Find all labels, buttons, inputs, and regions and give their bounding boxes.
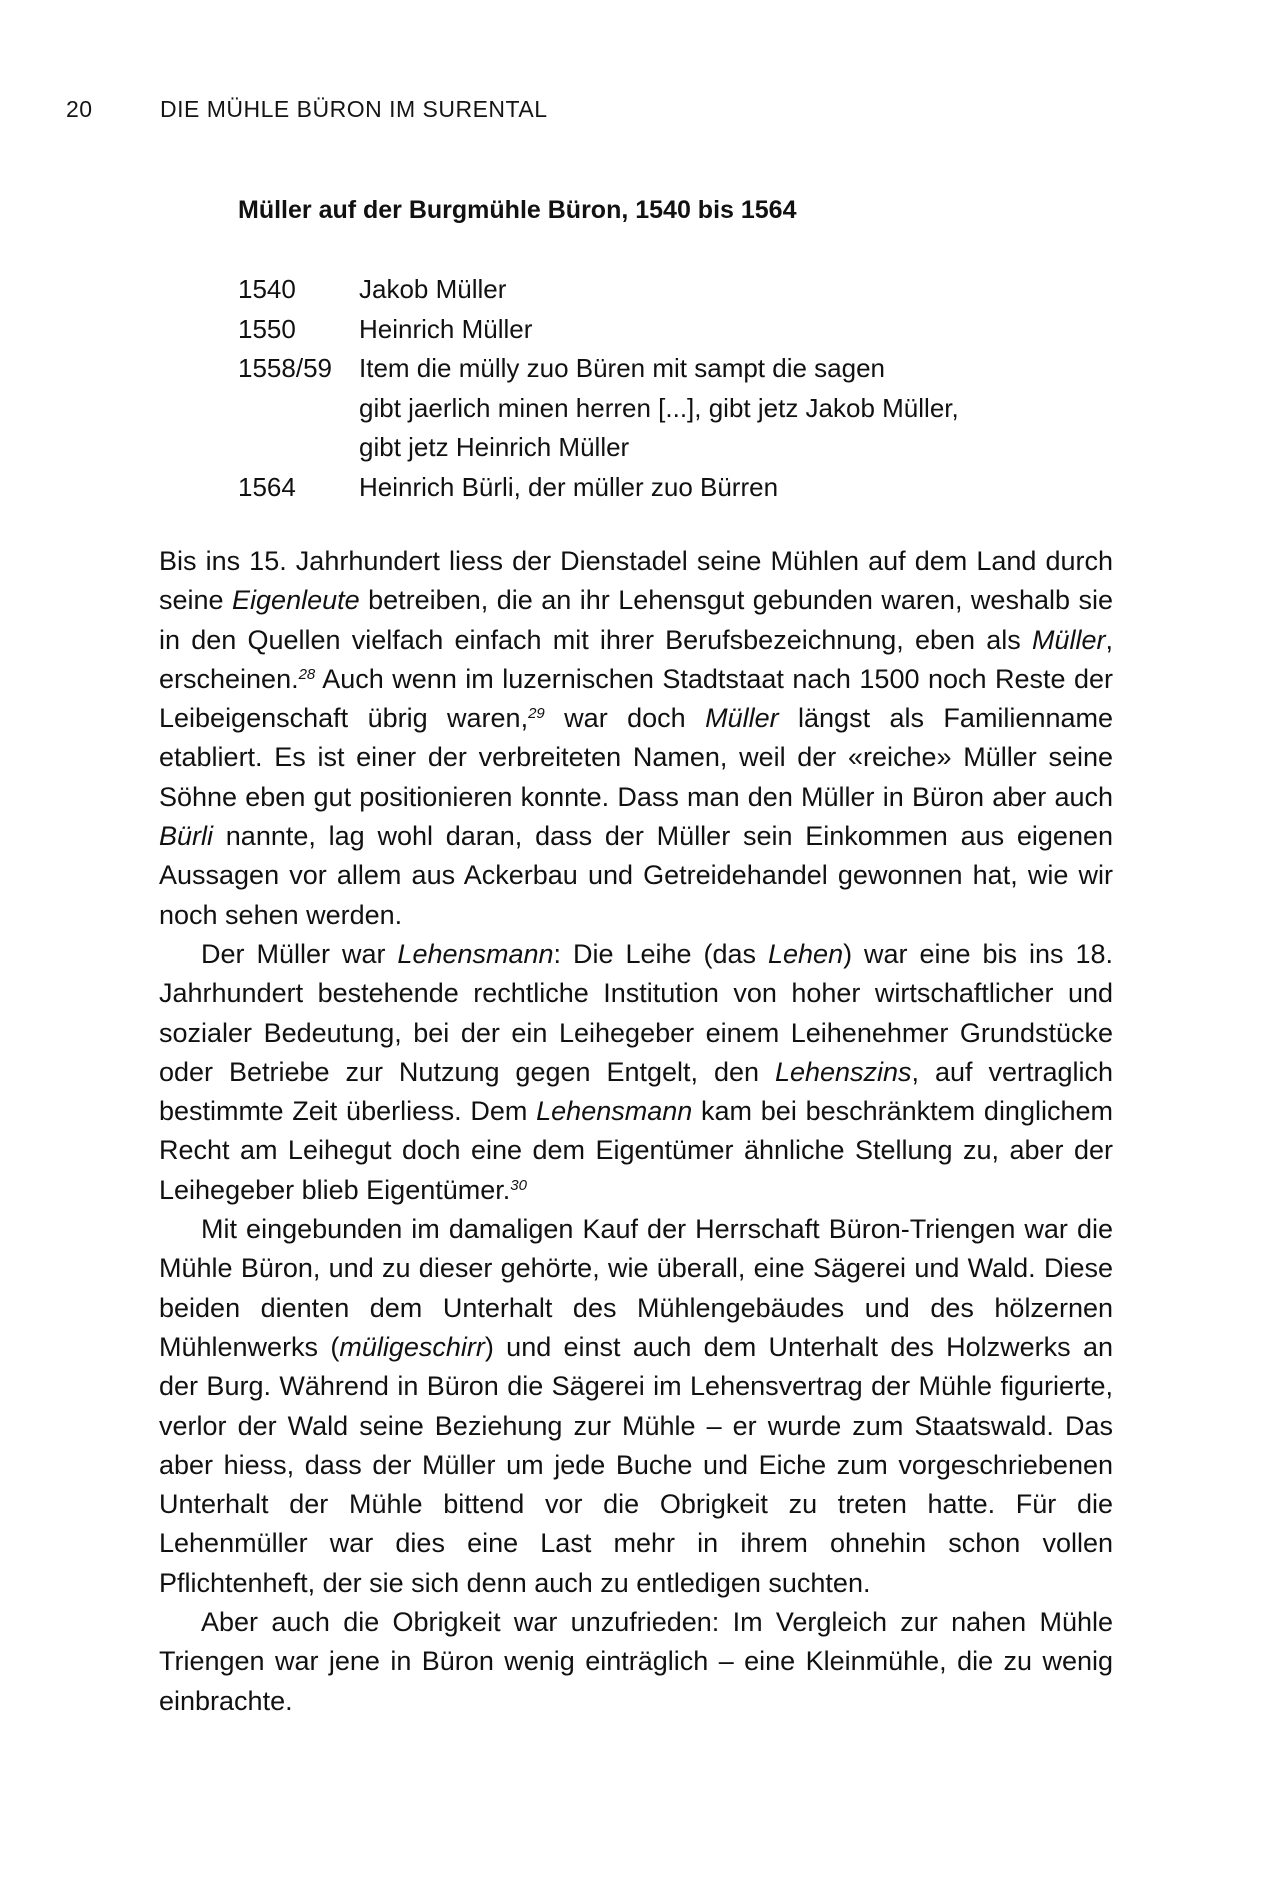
miller-table bbox=[238, 270, 959, 507]
table-title: Müller auf der Burgmühle Büron, 1540 bis 1564 bbox=[238, 196, 797, 224]
running-title: DIE MÜHLE BÜRON IM SURENTAL bbox=[160, 96, 548, 122]
table-entry: Item die mülly zuo Büren mit sampt die sagen bbox=[359, 353, 886, 383]
page-number: 20 bbox=[66, 96, 93, 122]
text-run: ) und einst auch dem Unterhalt des Holzwerks an der Burg. Während in Büron die Sägerei im Lehensvertrag der Mühle figurierte, verlor der Wald seine Beziehung zur Mühle – er wurde zum Staatswald. Das aber hiess, dass der Müller um jede Buche und Eiche zum vorgeschriebenen Unterhalt der Mühle bittend vor die Obrigkeit zu treten hatte. Für die Lehenmüller war dies eine Last mehr in ihrem ohnehin schon vollen Pflichtenheft, der sie sich denn auch zu entledigen suchten. bbox=[159, 1331, 1113, 1598]
text-run: längst als Familienname etabliert. Es ist einer der verbreiteten Namen, weil der «reiche» Müller seine Söhne eben gut positionieren konnte. Dass man den Müller in Büron aber auch bbox=[159, 703, 1114, 812]
table-row bbox=[238, 310, 959, 350]
text-run: Bis ins 15. Jahrhundert liess der Dienstadel seine Mühlen auf dem Land durch seine bbox=[159, 546, 1113, 616]
table-year: 1540 bbox=[238, 274, 296, 304]
footnote-ref: 28 bbox=[298, 665, 316, 683]
italic-term: Müller bbox=[705, 703, 779, 734]
text-run: Mit eingebunden im damaligen Kauf der Herrschaft Büron-Triengen war die Mühle Büron, und zu dieser gehörte, wie überall, eine Sägerei und Wald. Diese beiden dienten dem Unterhalt des Mühlengebäudes und des hölzernen Mühlenwerks ( bbox=[159, 1214, 1113, 1362]
table-entry: Heinrich Müller bbox=[359, 313, 533, 344]
italic-term: Lehen bbox=[768, 938, 844, 969]
paragraph-2 bbox=[159, 935, 1113, 1210]
footnote-ref: 30 bbox=[510, 1176, 527, 1194]
text-run: kam bei beschränktem dinglichem Recht am Leihegut doch eine dem Eigentümer ähnliche Stellung zu, aber der Leihegeber blieb Eigentümer. bbox=[159, 1096, 1113, 1205]
italic-term: müligeschirr bbox=[339, 1331, 485, 1362]
table-year: 1564 bbox=[238, 471, 296, 502]
text-run: nannte, lag wohl daran, dass der Müller sein Einkommen aus eigenen Aussagen vor allem aus Ackerbau und Getreidehandel gewonnen hat, wie wir noch sehen werden. bbox=[159, 821, 1113, 930]
text-run: Aber auch die Obrigkeit war unzufrieden: Im Vergleich zur nahen Mühle Triengen war jene in Büron wenig einträglich – eine Kleinmühle, die zu wenig einbrachte. bbox=[159, 1607, 1113, 1716]
table-year: 1558/59 bbox=[238, 353, 332, 383]
table-row bbox=[238, 270, 959, 310]
text-run: : Die Leihe (das bbox=[553, 938, 768, 969]
table-entry: Jakob Müller bbox=[359, 274, 507, 304]
paragraph-4 bbox=[159, 1603, 1113, 1721]
table-row bbox=[238, 349, 959, 468]
paragraph-3 bbox=[159, 1210, 1113, 1603]
paragraph-1 bbox=[159, 542, 1113, 935]
italic-term: Bürli bbox=[159, 821, 214, 852]
table-entry: gibt jaerlich minen herren [...], gibt jetz Jakob Müller, bbox=[359, 392, 959, 423]
text-run: Auch wenn im luzernischen Stadtstaat nach 1500 noch Reste der Leibeigenschaft übrig waren, bbox=[159, 663, 1113, 734]
text-run: betreiben, die an ihr Lehensgut gebunden waren, weshalb sie in den Quellen vielfach einfach mit ihrer Berufsbezeichnung, eben als bbox=[159, 585, 1113, 655]
text-run: , auf vertraglich bestimmte Zeit überliess. Dem bbox=[159, 1056, 1114, 1127]
italic-term: Lehenszins bbox=[774, 1056, 912, 1087]
body-text bbox=[159, 542, 1113, 1721]
running-head bbox=[66, 96, 548, 123]
italic-term: Lehensmann bbox=[397, 938, 554, 969]
table-entry: gibt jetz Heinrich Müller bbox=[359, 432, 630, 462]
table-row bbox=[238, 468, 959, 508]
text-run: war doch bbox=[544, 703, 706, 734]
text-run: , erscheinen. bbox=[159, 624, 1113, 694]
footnote-ref: 29 bbox=[528, 705, 545, 723]
table-entry: Heinrich Bürli, der müller zuo Bürren bbox=[359, 471, 779, 502]
italic-term: Müller bbox=[1031, 624, 1106, 655]
table-year: 1550 bbox=[238, 313, 296, 344]
text-run: ) war eine bis ins 18. Jahrhundert bestehende rechtliche Institution von hoher wirtschaftlicher und sozialer Bedeutung, bei der ein Leihegeber einem Leihenehmer Grundstücke oder Betriebe zur Nutzung gegen Entgelt, den bbox=[159, 938, 1114, 1087]
text-run: Der Müller war bbox=[201, 938, 398, 969]
italic-term: Eigenleute bbox=[232, 585, 360, 616]
italic-term: Lehensmann bbox=[536, 1096, 693, 1127]
